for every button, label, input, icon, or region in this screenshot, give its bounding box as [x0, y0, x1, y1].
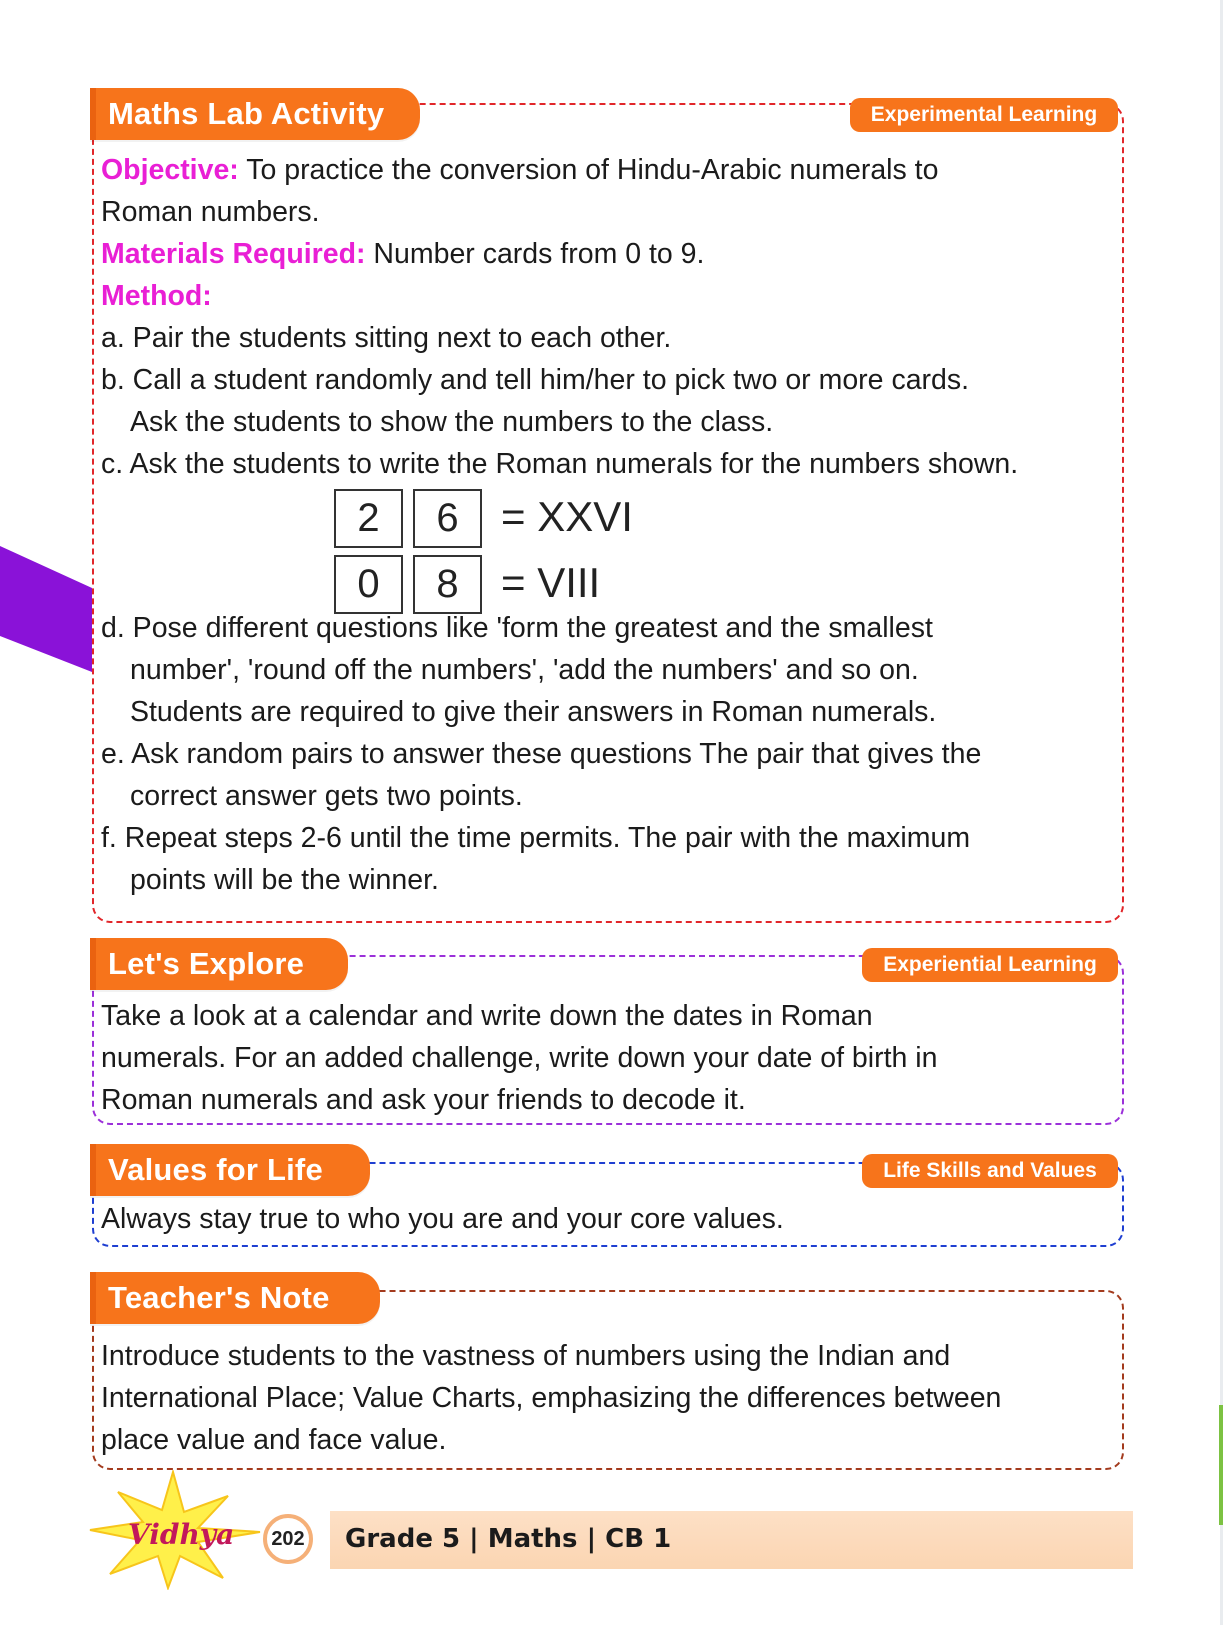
step-f: f. Repeat steps 2-6 until the time permits. The pair with the maximum: [101, 822, 971, 854]
teachers-note-content: [101, 1335, 1116, 1461]
step-b: b. Call a student randomly and tell him/her to pick two or more cards.: [101, 364, 970, 396]
step-e: e. Ask random pairs to answer these questions The pair that gives the: [101, 738, 982, 770]
step-d: d. Pose different questions like 'form the greatest and the smallest: [101, 612, 933, 644]
experiential-learning-badge-text: Experiential Learning: [883, 953, 1097, 976]
number-card: 0: [334, 555, 403, 614]
page-number: 202: [263, 1514, 313, 1564]
values-for-life-title-text: Values for Life: [108, 1152, 323, 1187]
materials-label: Materials Required:: [101, 238, 366, 270]
roman-result: = VIII: [501, 559, 601, 606]
lets-explore-title: [90, 938, 348, 990]
life-skills-badge: [862, 1154, 1118, 1188]
maths-lab-title-text: Maths Lab Activity: [108, 96, 385, 131]
teachers-note-title: [90, 1272, 380, 1324]
objective-line: [101, 149, 1116, 191]
values-for-life-content: [101, 1198, 1116, 1240]
step-c: c. Ask the students to write the Roman numerals for the numbers shown.: [101, 448, 1019, 480]
life-skills-badge-text: Life Skills and Values: [883, 1159, 1097, 1182]
experimental-learning-badge: [850, 98, 1118, 132]
explore-line: Take a look at a calendar and write down the dates in Roman: [101, 1000, 873, 1032]
explore-line: numerals. For an added challenge, write down your date of birth in: [101, 1042, 938, 1074]
maths-lab-title: [90, 88, 420, 140]
note-line: place value and face value.: [101, 1424, 447, 1456]
materials-text: Number cards from 0 to 9.: [365, 238, 705, 270]
number-card: 8: [413, 555, 482, 614]
objective-label: Objective:: [101, 154, 239, 186]
materials-line: [101, 233, 1116, 275]
objective-text: To practice the conversion of Hindu-Arabic numerals to: [238, 154, 939, 186]
lets-explore-content: [101, 995, 1116, 1121]
maths-lab-content: [101, 149, 1116, 485]
experiential-learning-badge: [862, 948, 1118, 982]
teachers-note-title-text: Teacher's Note: [108, 1280, 330, 1315]
method-label: Method:: [101, 280, 212, 312]
vidhya-logo: Vidhya: [128, 1518, 235, 1551]
step-a: a. Pair the students sitting next to each other.: [101, 322, 672, 354]
experimental-learning-badge-text: Experimental Learning: [870, 103, 1098, 126]
page-edge-accent: [1219, 1405, 1223, 1525]
maths-lab-content-cont: [101, 607, 1116, 901]
note-line: International Place; Value Charts, emphasizing the differences between: [101, 1382, 1002, 1414]
note-line: Introduce students to the vastness of numbers using the Indian and: [101, 1340, 951, 1372]
purple-side-tab: [0, 546, 92, 696]
step-f-cont: points will be the winner.: [130, 864, 439, 896]
step-d-cont: Students are required to give their answers in Roman numerals.: [130, 696, 937, 728]
step-e-cont: correct answer gets two points.: [130, 780, 523, 812]
number-card: 6: [413, 489, 482, 548]
objective-text-cont: Roman numbers.: [101, 196, 320, 228]
step-d-cont: number', 'round off the numbers', 'add the numbers' and so on.: [130, 654, 919, 686]
step-b-cont: Ask the students to show the numbers to the class.: [130, 406, 774, 438]
number-card: 2: [334, 489, 403, 548]
values-line: Always stay true to who you are and your core values.: [101, 1203, 784, 1235]
explore-line: Roman numerals and ask your friends to decode it.: [101, 1084, 746, 1116]
values-for-life-title: [90, 1144, 370, 1196]
lets-explore-title-text: Let's Explore: [108, 946, 305, 981]
roman-result: = XXVI: [501, 493, 633, 540]
book-info: Grade 5 | Maths | CB 1: [345, 1524, 672, 1554]
